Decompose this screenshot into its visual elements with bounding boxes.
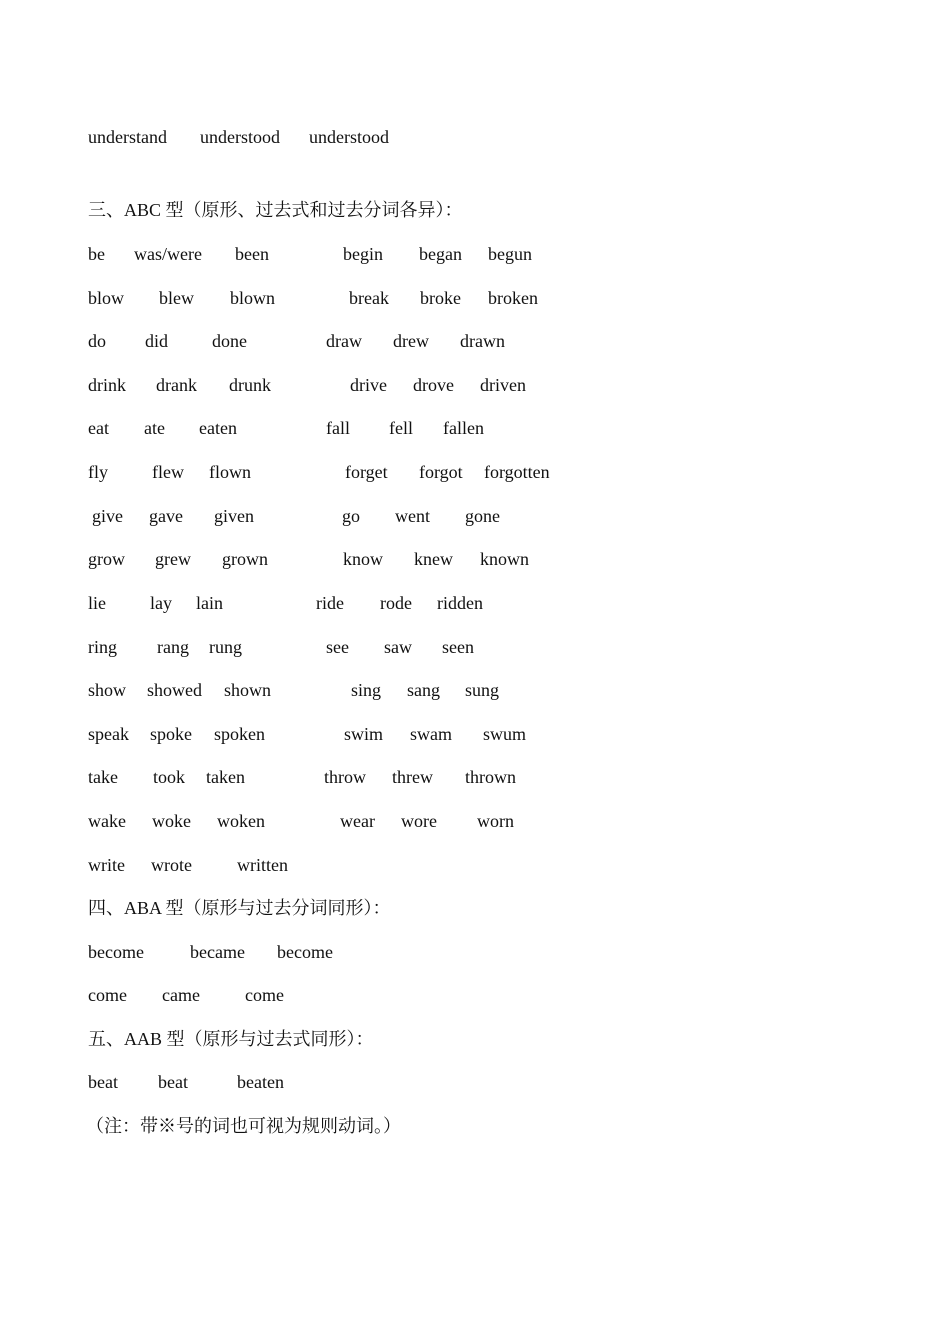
verb-participle: drunk bbox=[229, 375, 271, 395]
verb-participle: begun bbox=[488, 244, 532, 264]
verb-base: swim bbox=[344, 724, 384, 744]
verb-participle: taken bbox=[206, 767, 245, 787]
verb-row bbox=[0, 590, 950, 616]
verb-participle: swum bbox=[483, 724, 527, 744]
verb-past: swam bbox=[410, 724, 452, 744]
verb-participle: woken bbox=[217, 811, 265, 831]
verb-base: go bbox=[342, 506, 360, 526]
verb-base: show bbox=[88, 680, 127, 700]
verb-row bbox=[0, 764, 950, 790]
verb-participle: done bbox=[212, 331, 247, 351]
verb-base: beat bbox=[88, 1072, 118, 1092]
verb-base: sing bbox=[351, 680, 382, 700]
section-heading-aba: 四、ABA 型（原形与过去分词同形）： bbox=[88, 898, 391, 918]
verb-row bbox=[0, 852, 950, 878]
verb-past: threw bbox=[392, 767, 433, 787]
verb-past: showed bbox=[147, 680, 202, 700]
verb-past: grew bbox=[155, 549, 191, 569]
verb-past: woke bbox=[152, 811, 191, 831]
verb-base: come bbox=[88, 985, 127, 1005]
verb-base: know bbox=[343, 549, 383, 569]
verb-participle: ridden bbox=[437, 593, 483, 613]
verb-past: did bbox=[145, 331, 169, 351]
verb-participle: blown bbox=[230, 288, 275, 308]
verb-base: fall bbox=[326, 418, 350, 438]
verb-participle: gone bbox=[465, 506, 500, 526]
verb-past: began bbox=[419, 244, 462, 264]
verb-base: break bbox=[349, 288, 389, 308]
verb-participle: beaten bbox=[237, 1072, 284, 1092]
verb-participle: rung bbox=[209, 637, 242, 657]
verb-base: do bbox=[88, 331, 106, 351]
verb-row bbox=[0, 546, 950, 572]
verb-past: spoke bbox=[150, 724, 192, 744]
verb-past: lay bbox=[150, 593, 172, 613]
verb-base: drink bbox=[88, 375, 126, 395]
verb-base: speak bbox=[88, 724, 129, 744]
footnote: （注：带※号的词也可视为规则动词。） bbox=[86, 1116, 401, 1136]
verb-base: ride bbox=[316, 593, 344, 613]
verb-past: rode bbox=[380, 593, 412, 613]
verb-base: ring bbox=[88, 637, 117, 657]
verb-base: begin bbox=[343, 244, 383, 264]
verb-participle: shown bbox=[224, 680, 272, 700]
verb-base: grow bbox=[88, 549, 125, 569]
section-heading-aab: 五、AAB 型（原形与过去式同形）： bbox=[88, 1029, 374, 1049]
verb-past: took bbox=[153, 767, 186, 787]
verb-participle: grown bbox=[222, 549, 268, 569]
verb-past: knew bbox=[414, 549, 453, 569]
verb-participle: thrown bbox=[465, 767, 516, 787]
verb-past: sang bbox=[407, 680, 440, 700]
verb-participle: been bbox=[235, 244, 269, 264]
verb-participle: known bbox=[480, 549, 529, 569]
verb-row bbox=[0, 808, 950, 834]
verb-base: give bbox=[92, 506, 123, 526]
verb-participle: understood bbox=[309, 127, 389, 147]
verb-past: flew bbox=[152, 462, 184, 482]
section-heading-abc: 三、ABC 型（原形、过去式和过去分词各异）： bbox=[88, 200, 463, 220]
verb-participle: come bbox=[245, 985, 284, 1005]
verb-past: wore bbox=[401, 811, 437, 831]
verb-row bbox=[0, 1069, 950, 1095]
verb-base: forget bbox=[345, 462, 388, 482]
verb-past: wrote bbox=[151, 855, 192, 875]
verb-base: eat bbox=[88, 418, 109, 438]
verb-base: see bbox=[326, 637, 349, 657]
verb-row bbox=[0, 415, 950, 441]
verb-participle: lain bbox=[196, 593, 223, 613]
verb-row bbox=[0, 459, 950, 485]
verb-row bbox=[0, 124, 950, 150]
verb-row bbox=[0, 285, 950, 311]
verb-past: drew bbox=[393, 331, 429, 351]
verb-base: wear bbox=[340, 811, 375, 831]
verb-row bbox=[0, 982, 950, 1008]
verb-base: write bbox=[88, 855, 125, 875]
verb-participle: forgotten bbox=[484, 462, 550, 482]
verb-past: saw bbox=[384, 637, 412, 657]
verb-row bbox=[0, 634, 950, 660]
verb-past: rang bbox=[157, 637, 189, 657]
verb-participle: flown bbox=[209, 462, 251, 482]
verb-past: ate bbox=[144, 418, 165, 438]
verb-past: understood bbox=[200, 127, 280, 147]
verb-past: blew bbox=[159, 288, 194, 308]
verb-past: broke bbox=[420, 288, 461, 308]
verb-base: be bbox=[88, 244, 105, 264]
verb-row bbox=[0, 241, 950, 267]
verb-past: fell bbox=[389, 418, 413, 438]
verb-row bbox=[0, 939, 950, 965]
verb-participle: seen bbox=[442, 637, 474, 657]
verb-base: blow bbox=[88, 288, 124, 308]
verb-row bbox=[0, 677, 950, 703]
verb-participle: worn bbox=[477, 811, 514, 831]
verb-row bbox=[0, 372, 950, 398]
verb-base: draw bbox=[326, 331, 362, 351]
verb-participle: sung bbox=[465, 680, 500, 700]
verb-past: came bbox=[162, 985, 200, 1005]
verb-base: drive bbox=[350, 375, 387, 395]
verb-participle: fallen bbox=[443, 418, 484, 438]
verb-base: throw bbox=[324, 767, 366, 787]
verb-participle: become bbox=[277, 942, 333, 962]
verb-past: became bbox=[190, 942, 245, 962]
verb-past: forgot bbox=[419, 462, 463, 482]
verb-base: become bbox=[88, 942, 144, 962]
verb-base: take bbox=[88, 767, 118, 787]
verb-base: wake bbox=[88, 811, 126, 831]
verb-base: understand bbox=[88, 127, 167, 147]
verb-past: was/were bbox=[134, 244, 202, 264]
verb-past: gave bbox=[149, 506, 183, 526]
verb-participle: spoken bbox=[214, 724, 265, 744]
verb-row bbox=[0, 503, 950, 529]
verb-past: drove bbox=[413, 375, 454, 395]
verb-participle: written bbox=[237, 855, 288, 875]
verb-participle: eaten bbox=[199, 418, 237, 438]
verb-row bbox=[0, 721, 950, 747]
verb-row bbox=[0, 328, 950, 354]
verb-base: fly bbox=[88, 462, 108, 482]
verb-participle: drawn bbox=[460, 331, 505, 351]
verb-past: beat bbox=[158, 1072, 188, 1092]
verb-past: drank bbox=[156, 375, 197, 395]
verb-past: went bbox=[395, 506, 430, 526]
verb-participle: given bbox=[214, 506, 254, 526]
verb-participle: driven bbox=[480, 375, 526, 395]
verb-base: lie bbox=[88, 593, 106, 613]
verb-participle: broken bbox=[488, 288, 538, 308]
